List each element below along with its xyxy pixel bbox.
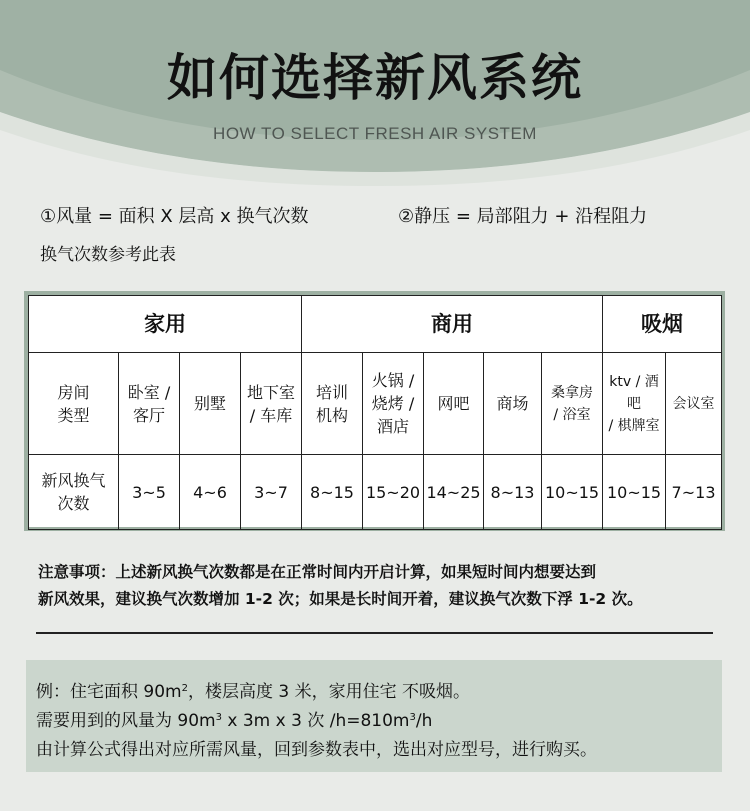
type-ktv: ktv / 酒吧 / 棋牌室	[603, 353, 666, 455]
group-household: 家用	[29, 296, 302, 353]
value-cell: 3~5	[119, 455, 180, 530]
airflow-formula: ①风量 = 面积 X 层高 x 换气次数	[40, 206, 309, 227]
static-pressure-formula: ②静压 = 局部阻力 + 沿程阻力	[398, 206, 648, 227]
room-type-row	[29, 353, 722, 455]
type-internet-cafe: 网吧	[424, 353, 484, 455]
type-basement: 地下室 / 车库	[241, 353, 302, 455]
page-title: 如何选择新风系统	[167, 49, 583, 107]
type-mall: 商场	[484, 353, 542, 455]
notice-line: 新风效果，建议换气次数增加 1-2 次；如果是长时间开着，建议换气次数下浮 1-2 次。	[38, 590, 643, 608]
notice-text	[38, 559, 728, 613]
value-cell: 15~20	[363, 455, 424, 530]
page-subtitle: HOW TO SELECT FRESH AIR SYSTEM	[213, 124, 537, 143]
value-cell: 8~15	[302, 455, 363, 530]
value-cell: 3~7	[241, 455, 302, 530]
value-cell: 8~13	[484, 455, 542, 530]
air-change-table	[28, 295, 722, 530]
air-change-value-row	[29, 455, 722, 530]
group-commercial: 商用	[302, 296, 603, 353]
example-line: 例：住宅面积 $90m^2$，楼层高度 3 米，家用住宅 不吸烟。	[36, 682, 471, 702]
type-meeting-room: 会议室	[666, 353, 722, 455]
group-smoking: 吸烟	[603, 296, 722, 353]
example-line: 由计算公式得出对应所需风量，回到参数表中，选出对应型号，进行购买。	[36, 740, 597, 760]
table-reference-note: 换气次数参考此表	[40, 245, 176, 265]
example-box	[26, 660, 722, 772]
value-cell: 10~15	[603, 455, 666, 530]
type-villa: 别墅	[180, 353, 241, 455]
air-change-table-frame	[24, 291, 725, 531]
notice-line: 注意事项：上述新风换气次数都是在正常时间内开启计算，如果短时间内想要达到	[38, 563, 597, 581]
value-header: 新风换气 次数	[29, 455, 119, 530]
value-cell: 4~6	[180, 455, 241, 530]
example-line: 需要用到的风量为 $90m^3$ x 3m x 3 次 $/h=810m^3/h$	[36, 711, 433, 731]
category-header-row	[29, 296, 722, 353]
room-type-header: 房间 类型	[29, 353, 119, 455]
type-bedroom: 卧室 / 客厅	[119, 353, 180, 455]
value-cell: 14~25	[424, 455, 484, 530]
type-sauna: 桑拿房 / 浴室	[542, 353, 603, 455]
type-training: 培训 机构	[302, 353, 363, 455]
divider	[36, 632, 713, 634]
value-cell: 7~13	[666, 455, 722, 530]
type-hotpot: 火锅 / 烧烤 / 酒店	[363, 353, 424, 455]
value-cell: 10~15	[542, 455, 603, 530]
